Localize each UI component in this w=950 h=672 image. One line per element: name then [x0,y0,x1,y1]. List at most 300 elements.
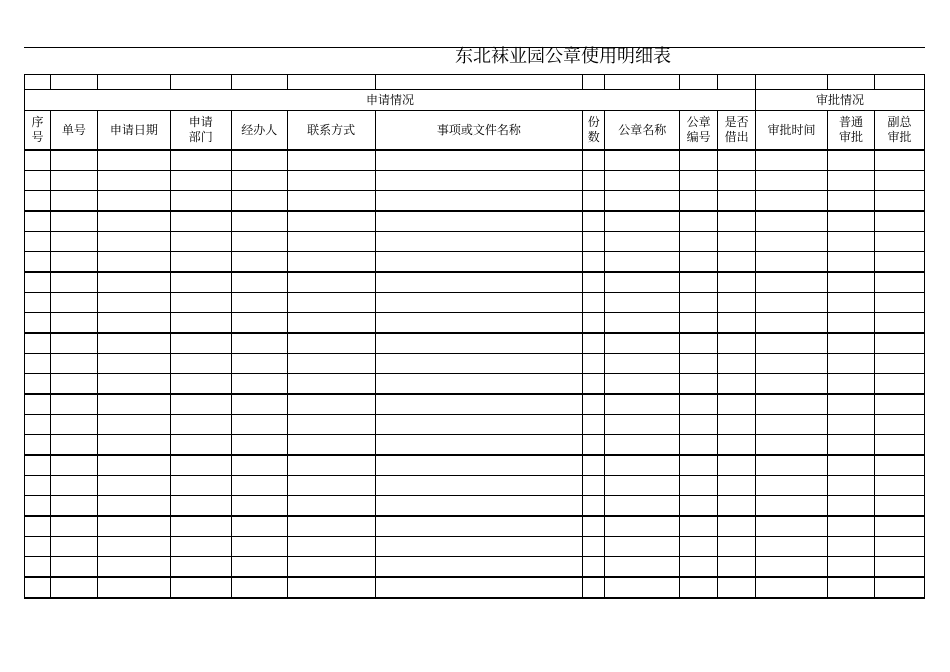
cell-apply_date[interactable] [97,394,170,415]
cell-vp_approve[interactable] [874,354,924,374]
cell-seal_no[interactable] [680,171,718,191]
cell-copies[interactable] [583,394,605,415]
cell-matter[interactable] [375,293,583,313]
cell-matter[interactable] [375,374,583,395]
cell-seal_no[interactable] [680,516,718,537]
cell-matter[interactable] [375,496,583,517]
cell-apply_date[interactable] [97,232,170,252]
cell-copies[interactable] [583,313,605,334]
cell-approve_time[interactable] [756,272,828,293]
cell-seal_name[interactable] [605,394,680,415]
cell-borrow[interactable] [718,394,756,415]
cell-order_no[interactable] [50,171,97,191]
cell-vp_approve[interactable] [874,476,924,496]
cell-seal_name[interactable] [605,232,680,252]
cell-seq[interactable] [25,394,51,415]
cell-copies[interactable] [583,354,605,374]
cell-seal_no[interactable] [680,476,718,496]
cell-vp_approve[interactable] [874,171,924,191]
cell-borrow[interactable] [718,333,756,354]
cell-vp_approve[interactable] [874,333,924,354]
cell-seq[interactable] [25,374,51,395]
cell-order_no[interactable] [50,333,97,354]
cell-order_no[interactable] [50,455,97,476]
cell-dept[interactable] [170,577,231,598]
cell-apply_date[interactable] [97,313,170,334]
cell-contact[interactable] [287,171,375,191]
cell-borrow[interactable] [718,232,756,252]
cell-matter[interactable] [375,455,583,476]
cell-approve_time[interactable] [756,232,828,252]
cell-borrow[interactable] [718,272,756,293]
cell-apply_date[interactable] [97,272,170,293]
cell-matter[interactable] [375,171,583,191]
cell-seal_no[interactable] [680,435,718,456]
cell-apply_date[interactable] [97,150,170,171]
cell-dept[interactable] [170,191,231,212]
cell-handler[interactable] [231,191,287,212]
cell-order_no[interactable] [50,374,97,395]
cell-seq[interactable] [25,415,51,435]
cell-matter[interactable] [375,394,583,415]
cell-borrow[interactable] [718,415,756,435]
cell-seal_name[interactable] [605,171,680,191]
cell-handler[interactable] [231,171,287,191]
cell-normal_approve[interactable] [827,374,874,395]
cell-matter[interactable] [375,150,583,171]
cell-contact[interactable] [287,313,375,334]
cell-seal_name[interactable] [605,333,680,354]
cell-order_no[interactable] [50,293,97,313]
cell-matter[interactable] [375,232,583,252]
cell[interactable] [680,75,718,90]
cell-handler[interactable] [231,496,287,517]
cell-seal_no[interactable] [680,415,718,435]
cell-vp_approve[interactable] [874,537,924,557]
cell-handler[interactable] [231,435,287,456]
cell-borrow[interactable] [718,476,756,496]
cell-seq[interactable] [25,496,51,517]
cell-normal_approve[interactable] [827,435,874,456]
cell-dept[interactable] [170,557,231,578]
cell-order_no[interactable] [50,252,97,273]
cell-seal_no[interactable] [680,252,718,273]
cell-matter[interactable] [375,415,583,435]
cell-vp_approve[interactable] [874,496,924,517]
cell-copies[interactable] [583,293,605,313]
cell-seq[interactable] [25,252,51,273]
cell-copies[interactable] [583,496,605,517]
cell-order_no[interactable] [50,394,97,415]
cell-handler[interactable] [231,394,287,415]
cell-vp_approve[interactable] [874,577,924,598]
cell-matter[interactable] [375,577,583,598]
cell-order_no[interactable] [50,191,97,212]
cell-copies[interactable] [583,150,605,171]
cell[interactable] [231,75,287,90]
cell-order_no[interactable] [50,313,97,334]
cell-seal_no[interactable] [680,537,718,557]
cell-handler[interactable] [231,293,287,313]
cell-contact[interactable] [287,232,375,252]
cell-borrow[interactable] [718,354,756,374]
cell[interactable] [874,75,924,90]
cell-approve_time[interactable] [756,252,828,273]
cell-order_no[interactable] [50,232,97,252]
cell-copies[interactable] [583,415,605,435]
cell-matter[interactable] [375,537,583,557]
cell-order_no[interactable] [50,476,97,496]
cell-contact[interactable] [287,435,375,456]
cell-normal_approve[interactable] [827,476,874,496]
cell-copies[interactable] [583,476,605,496]
cell[interactable] [756,75,828,90]
cell-normal_approve[interactable] [827,557,874,578]
cell-seal_no[interactable] [680,455,718,476]
cell-approve_time[interactable] [756,354,828,374]
cell-approve_time[interactable] [756,557,828,578]
cell-contact[interactable] [287,537,375,557]
cell[interactable] [50,75,97,90]
cell-approve_time[interactable] [756,537,828,557]
cell-seal_no[interactable] [680,354,718,374]
cell-dept[interactable] [170,354,231,374]
cell-seal_name[interactable] [605,313,680,334]
cell-vp_approve[interactable] [874,557,924,578]
cell-seal_name[interactable] [605,415,680,435]
cell-handler[interactable] [231,455,287,476]
cell-handler[interactable] [231,313,287,334]
cell-seal_name[interactable] [605,191,680,212]
cell-vp_approve[interactable] [874,252,924,273]
cell-contact[interactable] [287,211,375,232]
cell-apply_date[interactable] [97,537,170,557]
cell-apply_date[interactable] [97,333,170,354]
cell-apply_date[interactable] [97,455,170,476]
cell-contact[interactable] [287,252,375,273]
cell-dept[interactable] [170,455,231,476]
cell-dept[interactable] [170,232,231,252]
cell-handler[interactable] [231,415,287,435]
cell-normal_approve[interactable] [827,252,874,273]
cell-dept[interactable] [170,333,231,354]
cell-approve_time[interactable] [756,191,828,212]
cell-seal_no[interactable] [680,191,718,212]
cell-copies[interactable] [583,557,605,578]
cell-contact[interactable] [287,150,375,171]
cell-borrow[interactable] [718,374,756,395]
cell-normal_approve[interactable] [827,333,874,354]
cell-seal_no[interactable] [680,333,718,354]
cell-approve_time[interactable] [756,333,828,354]
cell[interactable] [375,75,583,90]
cell-seal_no[interactable] [680,232,718,252]
cell-copies[interactable] [583,211,605,232]
cell-seal_name[interactable] [605,150,680,171]
cell-dept[interactable] [170,293,231,313]
cell-apply_date[interactable] [97,252,170,273]
cell-seq[interactable] [25,211,51,232]
cell-seal_name[interactable] [605,354,680,374]
cell-seq[interactable] [25,455,51,476]
cell-seal_name[interactable] [605,496,680,517]
cell-seq[interactable] [25,293,51,313]
cell-seal_name[interactable] [605,577,680,598]
cell-apply_date[interactable] [97,476,170,496]
cell-handler[interactable] [231,333,287,354]
cell[interactable] [718,75,756,90]
cell-handler[interactable] [231,354,287,374]
cell-seal_no[interactable] [680,272,718,293]
cell-approve_time[interactable] [756,476,828,496]
cell-borrow[interactable] [718,435,756,456]
cell-normal_approve[interactable] [827,150,874,171]
cell-contact[interactable] [287,191,375,212]
cell-matter[interactable] [375,435,583,456]
cell-seal_no[interactable] [680,211,718,232]
cell-dept[interactable] [170,252,231,273]
cell-matter[interactable] [375,211,583,232]
cell-apply_date[interactable] [97,496,170,517]
cell-approve_time[interactable] [756,374,828,395]
cell-vp_approve[interactable] [874,374,924,395]
cell-normal_approve[interactable] [827,577,874,598]
cell-apply_date[interactable] [97,211,170,232]
cell-dept[interactable] [170,171,231,191]
cell-order_no[interactable] [50,577,97,598]
cell-normal_approve[interactable] [827,455,874,476]
cell-normal_approve[interactable] [827,232,874,252]
cell-seq[interactable] [25,171,51,191]
cell-seq[interactable] [25,537,51,557]
cell-normal_approve[interactable] [827,293,874,313]
cell-matter[interactable] [375,557,583,578]
cell[interactable] [97,75,170,90]
cell-approve_time[interactable] [756,496,828,517]
cell-copies[interactable] [583,374,605,395]
cell-matter[interactable] [375,354,583,374]
cell-seq[interactable] [25,476,51,496]
cell-seal_name[interactable] [605,537,680,557]
cell-matter[interactable] [375,272,583,293]
cell-contact[interactable] [287,496,375,517]
cell-contact[interactable] [287,394,375,415]
cell[interactable] [583,75,605,90]
cell-normal_approve[interactable] [827,537,874,557]
cell[interactable] [170,75,231,90]
cell-contact[interactable] [287,415,375,435]
cell-seal_name[interactable] [605,272,680,293]
cell-seal_no[interactable] [680,374,718,395]
cell-seal_name[interactable] [605,435,680,456]
cell-copies[interactable] [583,191,605,212]
cell-contact[interactable] [287,557,375,578]
cell-apply_date[interactable] [97,577,170,598]
cell-vp_approve[interactable] [874,293,924,313]
cell-handler[interactable] [231,272,287,293]
cell-vp_approve[interactable] [874,211,924,232]
cell-seal_no[interactable] [680,557,718,578]
cell-normal_approve[interactable] [827,313,874,334]
cell-order_no[interactable] [50,211,97,232]
cell[interactable] [25,75,51,90]
cell-order_no[interactable] [50,557,97,578]
cell-copies[interactable] [583,232,605,252]
cell-apply_date[interactable] [97,415,170,435]
cell-approve_time[interactable] [756,313,828,334]
cell-matter[interactable] [375,313,583,334]
cell-apply_date[interactable] [97,435,170,456]
cell-dept[interactable] [170,516,231,537]
cell-normal_approve[interactable] [827,496,874,517]
cell-borrow[interactable] [718,252,756,273]
cell-normal_approve[interactable] [827,191,874,212]
cell-matter[interactable] [375,191,583,212]
cell-vp_approve[interactable] [874,232,924,252]
cell[interactable] [827,75,874,90]
cell-matter[interactable] [375,252,583,273]
cell-approve_time[interactable] [756,171,828,191]
cell-copies[interactable] [583,516,605,537]
cell-seal_no[interactable] [680,293,718,313]
cell-seal_name[interactable] [605,476,680,496]
cell-seal_name[interactable] [605,293,680,313]
cell[interactable] [287,75,375,90]
cell-dept[interactable] [170,211,231,232]
cell-dept[interactable] [170,394,231,415]
cell-order_no[interactable] [50,496,97,517]
cell-normal_approve[interactable] [827,354,874,374]
cell-dept[interactable] [170,374,231,395]
cell-seal_name[interactable] [605,374,680,395]
cell-contact[interactable] [287,272,375,293]
cell-vp_approve[interactable] [874,313,924,334]
cell-copies[interactable] [583,333,605,354]
cell-vp_approve[interactable] [874,516,924,537]
cell-borrow[interactable] [718,313,756,334]
cell-seal_name[interactable] [605,211,680,232]
cell-seq[interactable] [25,191,51,212]
cell-apply_date[interactable] [97,293,170,313]
cell-handler[interactable] [231,150,287,171]
cell-borrow[interactable] [718,150,756,171]
cell-vp_approve[interactable] [874,435,924,456]
cell-borrow[interactable] [718,293,756,313]
cell-vp_approve[interactable] [874,272,924,293]
cell-dept[interactable] [170,435,231,456]
cell-handler[interactable] [231,374,287,395]
cell-vp_approve[interactable] [874,415,924,435]
cell-approve_time[interactable] [756,394,828,415]
cell-dept[interactable] [170,150,231,171]
cell-borrow[interactable] [718,211,756,232]
cell-contact[interactable] [287,354,375,374]
cell-order_no[interactable] [50,354,97,374]
cell-normal_approve[interactable] [827,516,874,537]
cell-seal_no[interactable] [680,150,718,171]
cell-dept[interactable] [170,313,231,334]
cell-dept[interactable] [170,496,231,517]
cell-seal_no[interactable] [680,313,718,334]
cell-approve_time[interactable] [756,577,828,598]
cell-order_no[interactable] [50,537,97,557]
cell-seq[interactable] [25,150,51,171]
cell-approve_time[interactable] [756,415,828,435]
cell[interactable] [605,75,680,90]
cell-dept[interactable] [170,415,231,435]
cell-seal_no[interactable] [680,577,718,598]
cell-handler[interactable] [231,232,287,252]
cell-seal_no[interactable] [680,496,718,517]
cell-borrow[interactable] [718,537,756,557]
cell-contact[interactable] [287,476,375,496]
cell-handler[interactable] [231,252,287,273]
cell-vp_approve[interactable] [874,394,924,415]
cell-borrow[interactable] [718,516,756,537]
cell-normal_approve[interactable] [827,415,874,435]
cell-contact[interactable] [287,293,375,313]
cell-normal_approve[interactable] [827,171,874,191]
cell-apply_date[interactable] [97,374,170,395]
cell-seq[interactable] [25,333,51,354]
cell-seal_name[interactable] [605,557,680,578]
cell-order_no[interactable] [50,150,97,171]
cell-contact[interactable] [287,333,375,354]
cell-contact[interactable] [287,374,375,395]
cell-copies[interactable] [583,577,605,598]
cell-copies[interactable] [583,272,605,293]
cell-matter[interactable] [375,476,583,496]
cell-seq[interactable] [25,313,51,334]
cell-borrow[interactable] [718,191,756,212]
cell-seq[interactable] [25,516,51,537]
cell-borrow[interactable] [718,455,756,476]
cell-apply_date[interactable] [97,171,170,191]
cell-seq[interactable] [25,577,51,598]
cell-seal_no[interactable] [680,394,718,415]
cell-dept[interactable] [170,476,231,496]
cell-seal_name[interactable] [605,252,680,273]
cell-handler[interactable] [231,537,287,557]
cell-order_no[interactable] [50,272,97,293]
cell-approve_time[interactable] [756,435,828,456]
cell-matter[interactable] [375,516,583,537]
cell-apply_date[interactable] [97,516,170,537]
cell-handler[interactable] [231,476,287,496]
cell-normal_approve[interactable] [827,394,874,415]
cell-seq[interactable] [25,272,51,293]
cell-order_no[interactable] [50,435,97,456]
cell-approve_time[interactable] [756,293,828,313]
cell-borrow[interactable] [718,577,756,598]
cell-borrow[interactable] [718,171,756,191]
cell-approve_time[interactable] [756,455,828,476]
cell-approve_time[interactable] [756,516,828,537]
cell-matter[interactable] [375,333,583,354]
cell-contact[interactable] [287,455,375,476]
cell-seal_name[interactable] [605,455,680,476]
cell-borrow[interactable] [718,557,756,578]
cell-normal_approve[interactable] [827,211,874,232]
cell-borrow[interactable] [718,496,756,517]
cell-copies[interactable] [583,252,605,273]
cell-apply_date[interactable] [97,191,170,212]
cell-seq[interactable] [25,232,51,252]
cell-normal_approve[interactable] [827,272,874,293]
cell-vp_approve[interactable] [874,150,924,171]
cell-handler[interactable] [231,211,287,232]
cell-handler[interactable] [231,577,287,598]
